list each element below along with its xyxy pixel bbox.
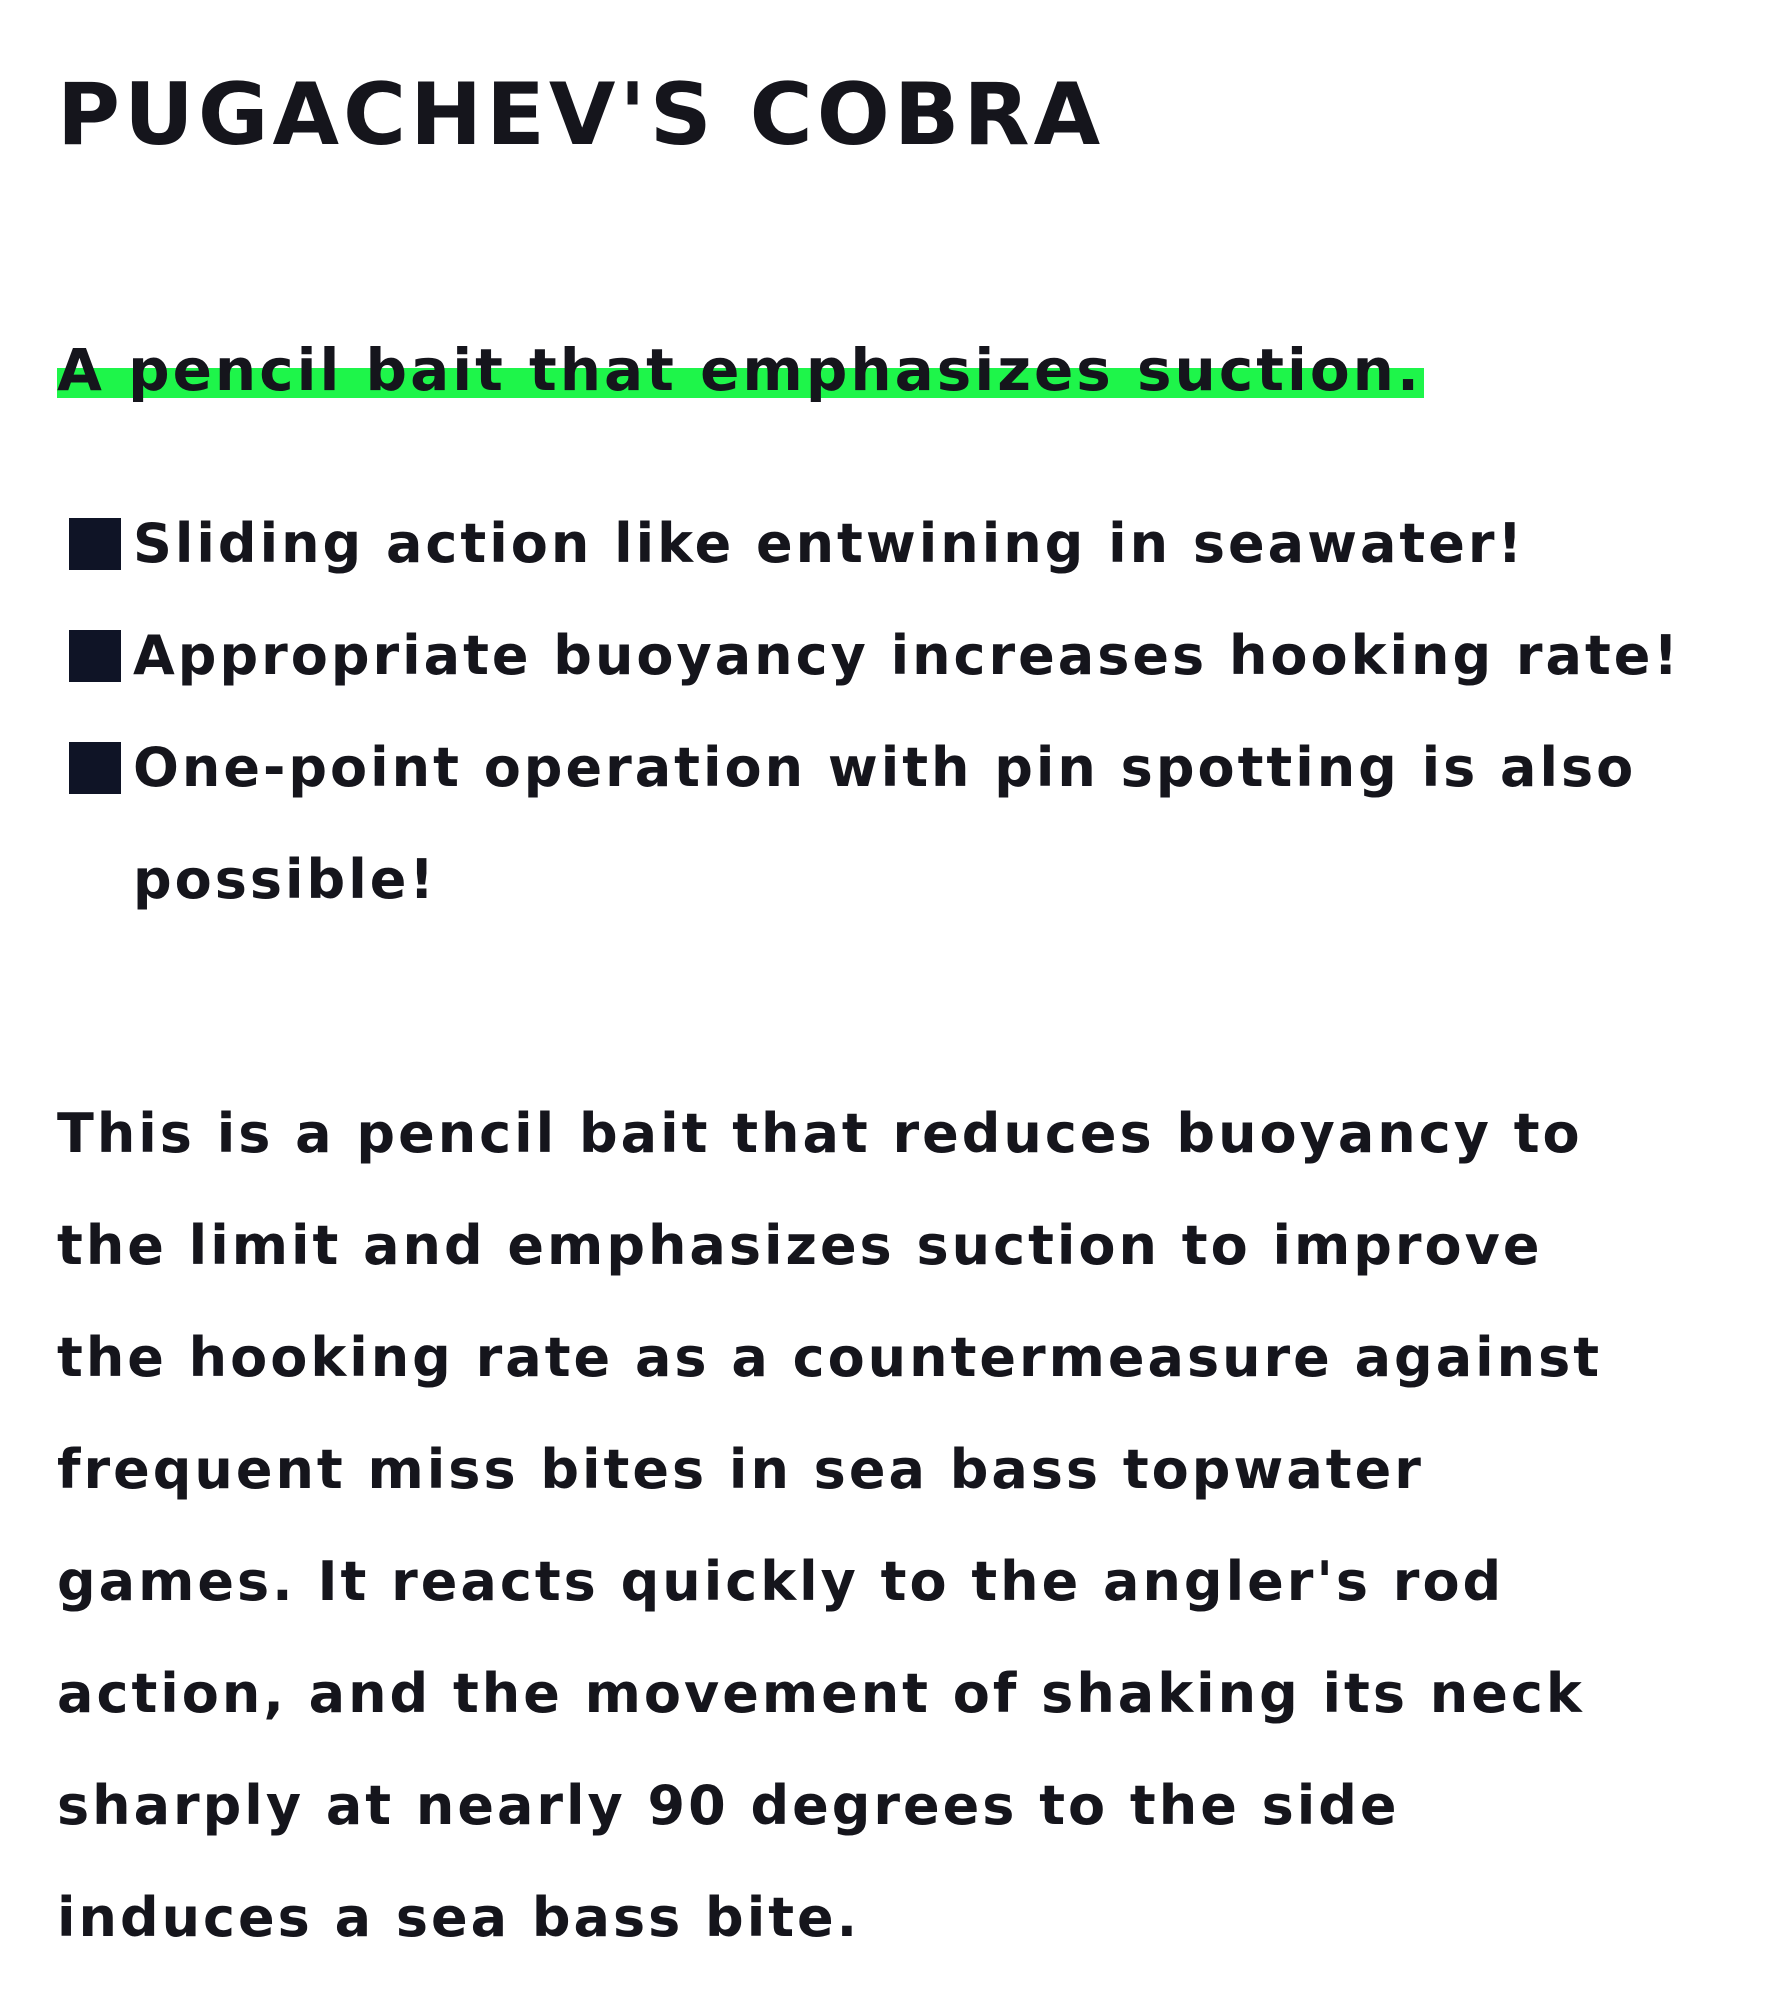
feature-item (69, 600, 1709, 712)
tagline (57, 330, 1424, 410)
product-title: PUGACHEV'S COBRA (57, 65, 1105, 165)
feature-text: Appropriate buoyancy increases hooking rate! (133, 624, 1682, 687)
feature-list (69, 488, 1709, 936)
tagline-highlight (57, 330, 1424, 410)
feature-text: Sliding action like entwining in seawater! (133, 512, 1526, 575)
feature-text: One-point operation with pin spotting is also possible! (133, 736, 1637, 911)
feature-item (69, 488, 1709, 600)
feature-item (69, 712, 1709, 936)
square-bullet-icon (69, 518, 121, 570)
square-bullet-icon (69, 742, 121, 794)
square-bullet-icon (69, 630, 121, 682)
tagline-text: A pencil bait that emphasizes suction. (57, 336, 1422, 404)
product-description: This is a pencil bait that reduces buoyancy to the limit and emphasizes suction to improve the hooking rate as a countermeasure against frequent miss bites in sea bass topwater games. It reacts quickly to the angler's rod action, and the movement of shaking its neck sharply at nearly 90 degrees to the side induces a sea bass bite. (57, 1102, 1603, 1949)
